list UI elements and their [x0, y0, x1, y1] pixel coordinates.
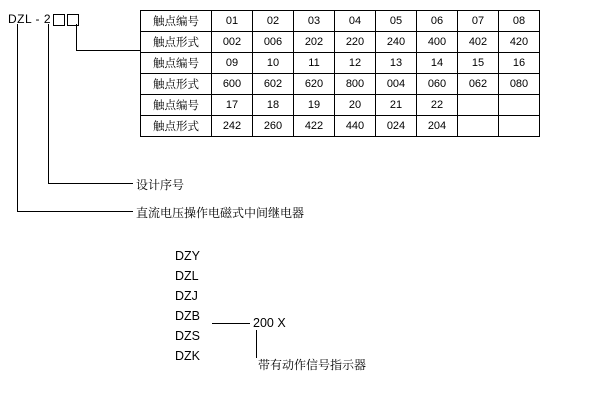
table-cell: 400 [417, 32, 458, 53]
row-header: 触点形式 [141, 74, 212, 95]
table-row [141, 116, 540, 137]
table-cell: 07 [458, 11, 499, 32]
table-cell: 602 [253, 74, 294, 95]
suffix-code: 200 X [253, 316, 286, 330]
series-item-dzy: DZY [175, 249, 200, 263]
table-cell: 14 [417, 53, 458, 74]
leader-line-relay-vertical [17, 24, 18, 211]
series-item-dzb: DZB [175, 309, 200, 323]
table-cell: 09 [212, 53, 253, 74]
table-cell: 20 [335, 95, 376, 116]
table-cell: 402 [458, 32, 499, 53]
table-cell: 02 [253, 11, 294, 32]
table-cell: 08 [499, 11, 540, 32]
callout-indicator: 带有动作信号指示器 [258, 358, 367, 372]
table-cell: 11 [294, 53, 335, 74]
table-cell: 05 [376, 11, 417, 32]
table-cell: 080 [499, 74, 540, 95]
table-cell: 024 [376, 116, 417, 137]
table-row [141, 11, 540, 32]
table-cell: 006 [253, 32, 294, 53]
table-cell: 062 [458, 74, 499, 95]
row-header: 触点形式 [141, 32, 212, 53]
model-code-prefix: DZL - 2 [8, 12, 52, 26]
table-cell: 800 [335, 74, 376, 95]
table-cell: 10 [253, 53, 294, 74]
table-cell: 260 [253, 116, 294, 137]
table-cell: 19 [294, 95, 335, 116]
table-cell: 220 [335, 32, 376, 53]
table-cell: 060 [417, 74, 458, 95]
table-cell: 422 [294, 116, 335, 137]
table-cell: 12 [335, 53, 376, 74]
series-item-dzs: DZS [175, 329, 200, 343]
contact-spec-table [140, 10, 540, 137]
table-row [141, 95, 540, 116]
table-body [141, 11, 540, 137]
model-code-box-2 [67, 14, 79, 26]
table-cell: 13 [376, 53, 417, 74]
table-cell: 002 [212, 32, 253, 53]
table-row [141, 74, 540, 95]
table-cell: 202 [294, 32, 335, 53]
table-cell: 22 [417, 95, 458, 116]
leader-line-suffix [212, 323, 250, 324]
table-cell: 204 [417, 116, 458, 137]
table-cell: 16 [499, 53, 540, 74]
row-header: 触点形式 [141, 116, 212, 137]
table-row [141, 32, 540, 53]
table-cell: 17 [212, 95, 253, 116]
series-item-dzl: DZL [175, 269, 199, 283]
table-cell: 420 [499, 32, 540, 53]
leader-line-design-vertical [48, 24, 49, 183]
table-cell: 620 [294, 74, 335, 95]
table-cell: 06 [417, 11, 458, 32]
model-code-label [8, 12, 79, 26]
table-cell: 240 [376, 32, 417, 53]
row-header: 触点编号 [141, 11, 212, 32]
table-cell [458, 116, 499, 137]
row-header: 触点编号 [141, 53, 212, 74]
table-cell: 03 [294, 11, 335, 32]
callout-design-no: 设计序号 [136, 178, 185, 192]
model-code-box-1 [53, 14, 65, 26]
series-item-dzk: DZK [175, 349, 200, 363]
table-cell [499, 116, 540, 137]
leader-line-indicator-vertical [256, 330, 257, 358]
callout-relay-description: 直流电压操作电磁式中间继电器 [136, 206, 305, 220]
series-item-dzj: DZJ [175, 289, 198, 303]
table-cell: 440 [335, 116, 376, 137]
table-cell: 21 [376, 95, 417, 116]
table-cell [499, 95, 540, 116]
leader-line-contact-horizontal [76, 50, 140, 51]
table-cell: 242 [212, 116, 253, 137]
table-cell: 004 [376, 74, 417, 95]
table-cell: 01 [212, 11, 253, 32]
series-list [175, 246, 200, 366]
table-cell: 15 [458, 53, 499, 74]
leader-line-relay-horizontal [17, 211, 133, 212]
leader-line-design-horizontal [48, 183, 133, 184]
leader-line-contact-vertical [76, 24, 77, 50]
table-cell [458, 95, 499, 116]
table-cell: 18 [253, 95, 294, 116]
table-cell: 600 [212, 74, 253, 95]
row-header: 触点编号 [141, 95, 212, 116]
table-row [141, 53, 540, 74]
table-cell: 04 [335, 11, 376, 32]
